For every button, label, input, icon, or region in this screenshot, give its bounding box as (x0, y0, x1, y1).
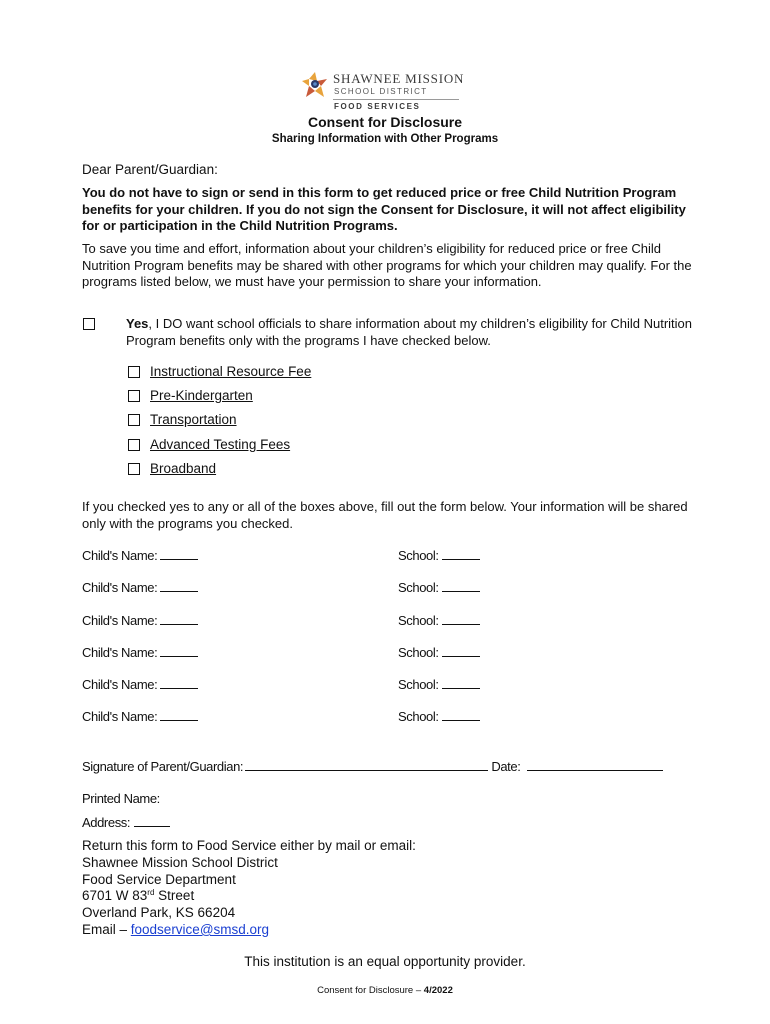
child-row (82, 709, 682, 727)
equal-opportunity-statement: This institution is an equal opportunity provider. (244, 954, 526, 969)
page-footer: Consent for Disclosure – 4/2022 (317, 985, 453, 996)
school-field[interactable] (442, 677, 480, 689)
program-label[interactable]: Transportation (150, 412, 237, 427)
address-field[interactable] (134, 815, 170, 827)
school-label: School: (398, 709, 439, 724)
bold-notice: You do not have to sign or send in this form to get reduced price or free Child Nutrition Program benefits for your children. If you do not sign the Consent for Disclosure, it will not affect eligibility for or participation in the Child Nutrition Programs. (82, 185, 686, 233)
date-field[interactable] (527, 759, 663, 771)
school-label: School: (398, 613, 439, 628)
signature-field[interactable] (245, 759, 488, 771)
school-field[interactable] (442, 709, 480, 721)
return-district: Shawnee Mission School District (82, 854, 278, 870)
greeting: Dear Parent/Guardian: (82, 162, 218, 177)
school-label: School: (398, 645, 439, 660)
school-label: School: (398, 677, 439, 692)
child-row (82, 645, 682, 663)
consent-yes-checkbox[interactable] (83, 318, 95, 330)
logo-department: FOOD SERVICES (334, 102, 421, 111)
child-name-label: Child's Name: (82, 613, 158, 628)
date-label: Date: (491, 759, 521, 774)
return-instructions (82, 838, 416, 939)
school-field[interactable] (442, 613, 480, 625)
consent-yes-text (126, 316, 696, 349)
school-field[interactable] (442, 580, 480, 592)
child-name-field[interactable] (160, 677, 198, 689)
program-checkbox[interactable] (128, 463, 140, 475)
program-checkbox[interactable] (128, 439, 140, 451)
district-logo (300, 70, 470, 114)
child-row (82, 677, 682, 695)
child-name-label: Child's Name: (82, 645, 158, 660)
printed-name-label: Printed Name: (82, 791, 160, 806)
return-street: 6701 W 83rd Street (82, 888, 195, 904)
consent-yes-description: , I DO want school officials to share information about my children’s eligibility for Child Nutrition Program benefits only with the programs I have checked below. (126, 316, 693, 348)
child-name-field[interactable] (160, 548, 198, 560)
signature-row (82, 759, 663, 774)
child-name-label: Child's Name: (82, 580, 158, 595)
program-checkbox[interactable] (128, 414, 140, 426)
return-line: Return this form to Food Service either by mail or email: (82, 838, 416, 853)
program-label[interactable]: Instructional Resource Fee (150, 364, 312, 379)
child-name-field[interactable] (160, 613, 198, 625)
return-department: Food Service Department (82, 871, 236, 887)
consent-yes-label: Yes (126, 316, 149, 331)
child-row (82, 580, 682, 598)
program-label[interactable]: Pre-Kindergarten (150, 388, 253, 403)
logo-divider (333, 99, 459, 100)
school-field[interactable] (442, 548, 480, 560)
school-label: School: (398, 580, 439, 595)
child-row (82, 548, 682, 566)
return-city: Overland Park, KS 66204 (82, 905, 236, 921)
page-subtitle: Sharing Information with Other Programs (271, 133, 499, 145)
page-title: Consent for Disclosure (307, 114, 463, 130)
signature-label: Signature of Parent/Guardian: (82, 759, 244, 774)
address-row (82, 815, 170, 830)
child-row (82, 613, 682, 631)
logo-district-subname: SCHOOL DISTRICT (334, 87, 428, 96)
child-name-label: Child's Name: (82, 677, 158, 692)
child-name-label: Child's Name: (82, 709, 158, 724)
return-email-line: Email – foodservice@smsd.org (82, 921, 270, 937)
program-checkbox[interactable] (128, 390, 140, 402)
program-label[interactable]: Broadband (150, 461, 217, 476)
email-link[interactable]: foodservice@smsd.org (130, 921, 270, 937)
school-label: School: (398, 548, 439, 563)
instruction-paragraph: If you checked yes to any or all of the boxes above, fill out the form below. Your information will be shared only with the programs you checked. (82, 499, 688, 531)
program-label[interactable]: Advanced Testing Fees (150, 437, 291, 452)
logo-district-name: SHAWNEE MISSION (333, 71, 465, 86)
child-name-field[interactable] (160, 645, 198, 657)
address-label: Address: (82, 815, 131, 830)
program-checkbox[interactable] (128, 366, 140, 378)
child-name-field[interactable] (160, 580, 198, 592)
star-logo-icon (300, 70, 330, 100)
child-name-field[interactable] (160, 709, 198, 721)
school-field[interactable] (442, 645, 480, 657)
child-name-label: Child's Name: (82, 548, 158, 563)
intro-paragraph: To save you time and effort, information about your children’s eligibility for reduced price or free Child Nutrition Program benefits may be shared with other programs for which your children may qualify. For the programs listed below, we must have your permission to share your information. (82, 241, 692, 289)
